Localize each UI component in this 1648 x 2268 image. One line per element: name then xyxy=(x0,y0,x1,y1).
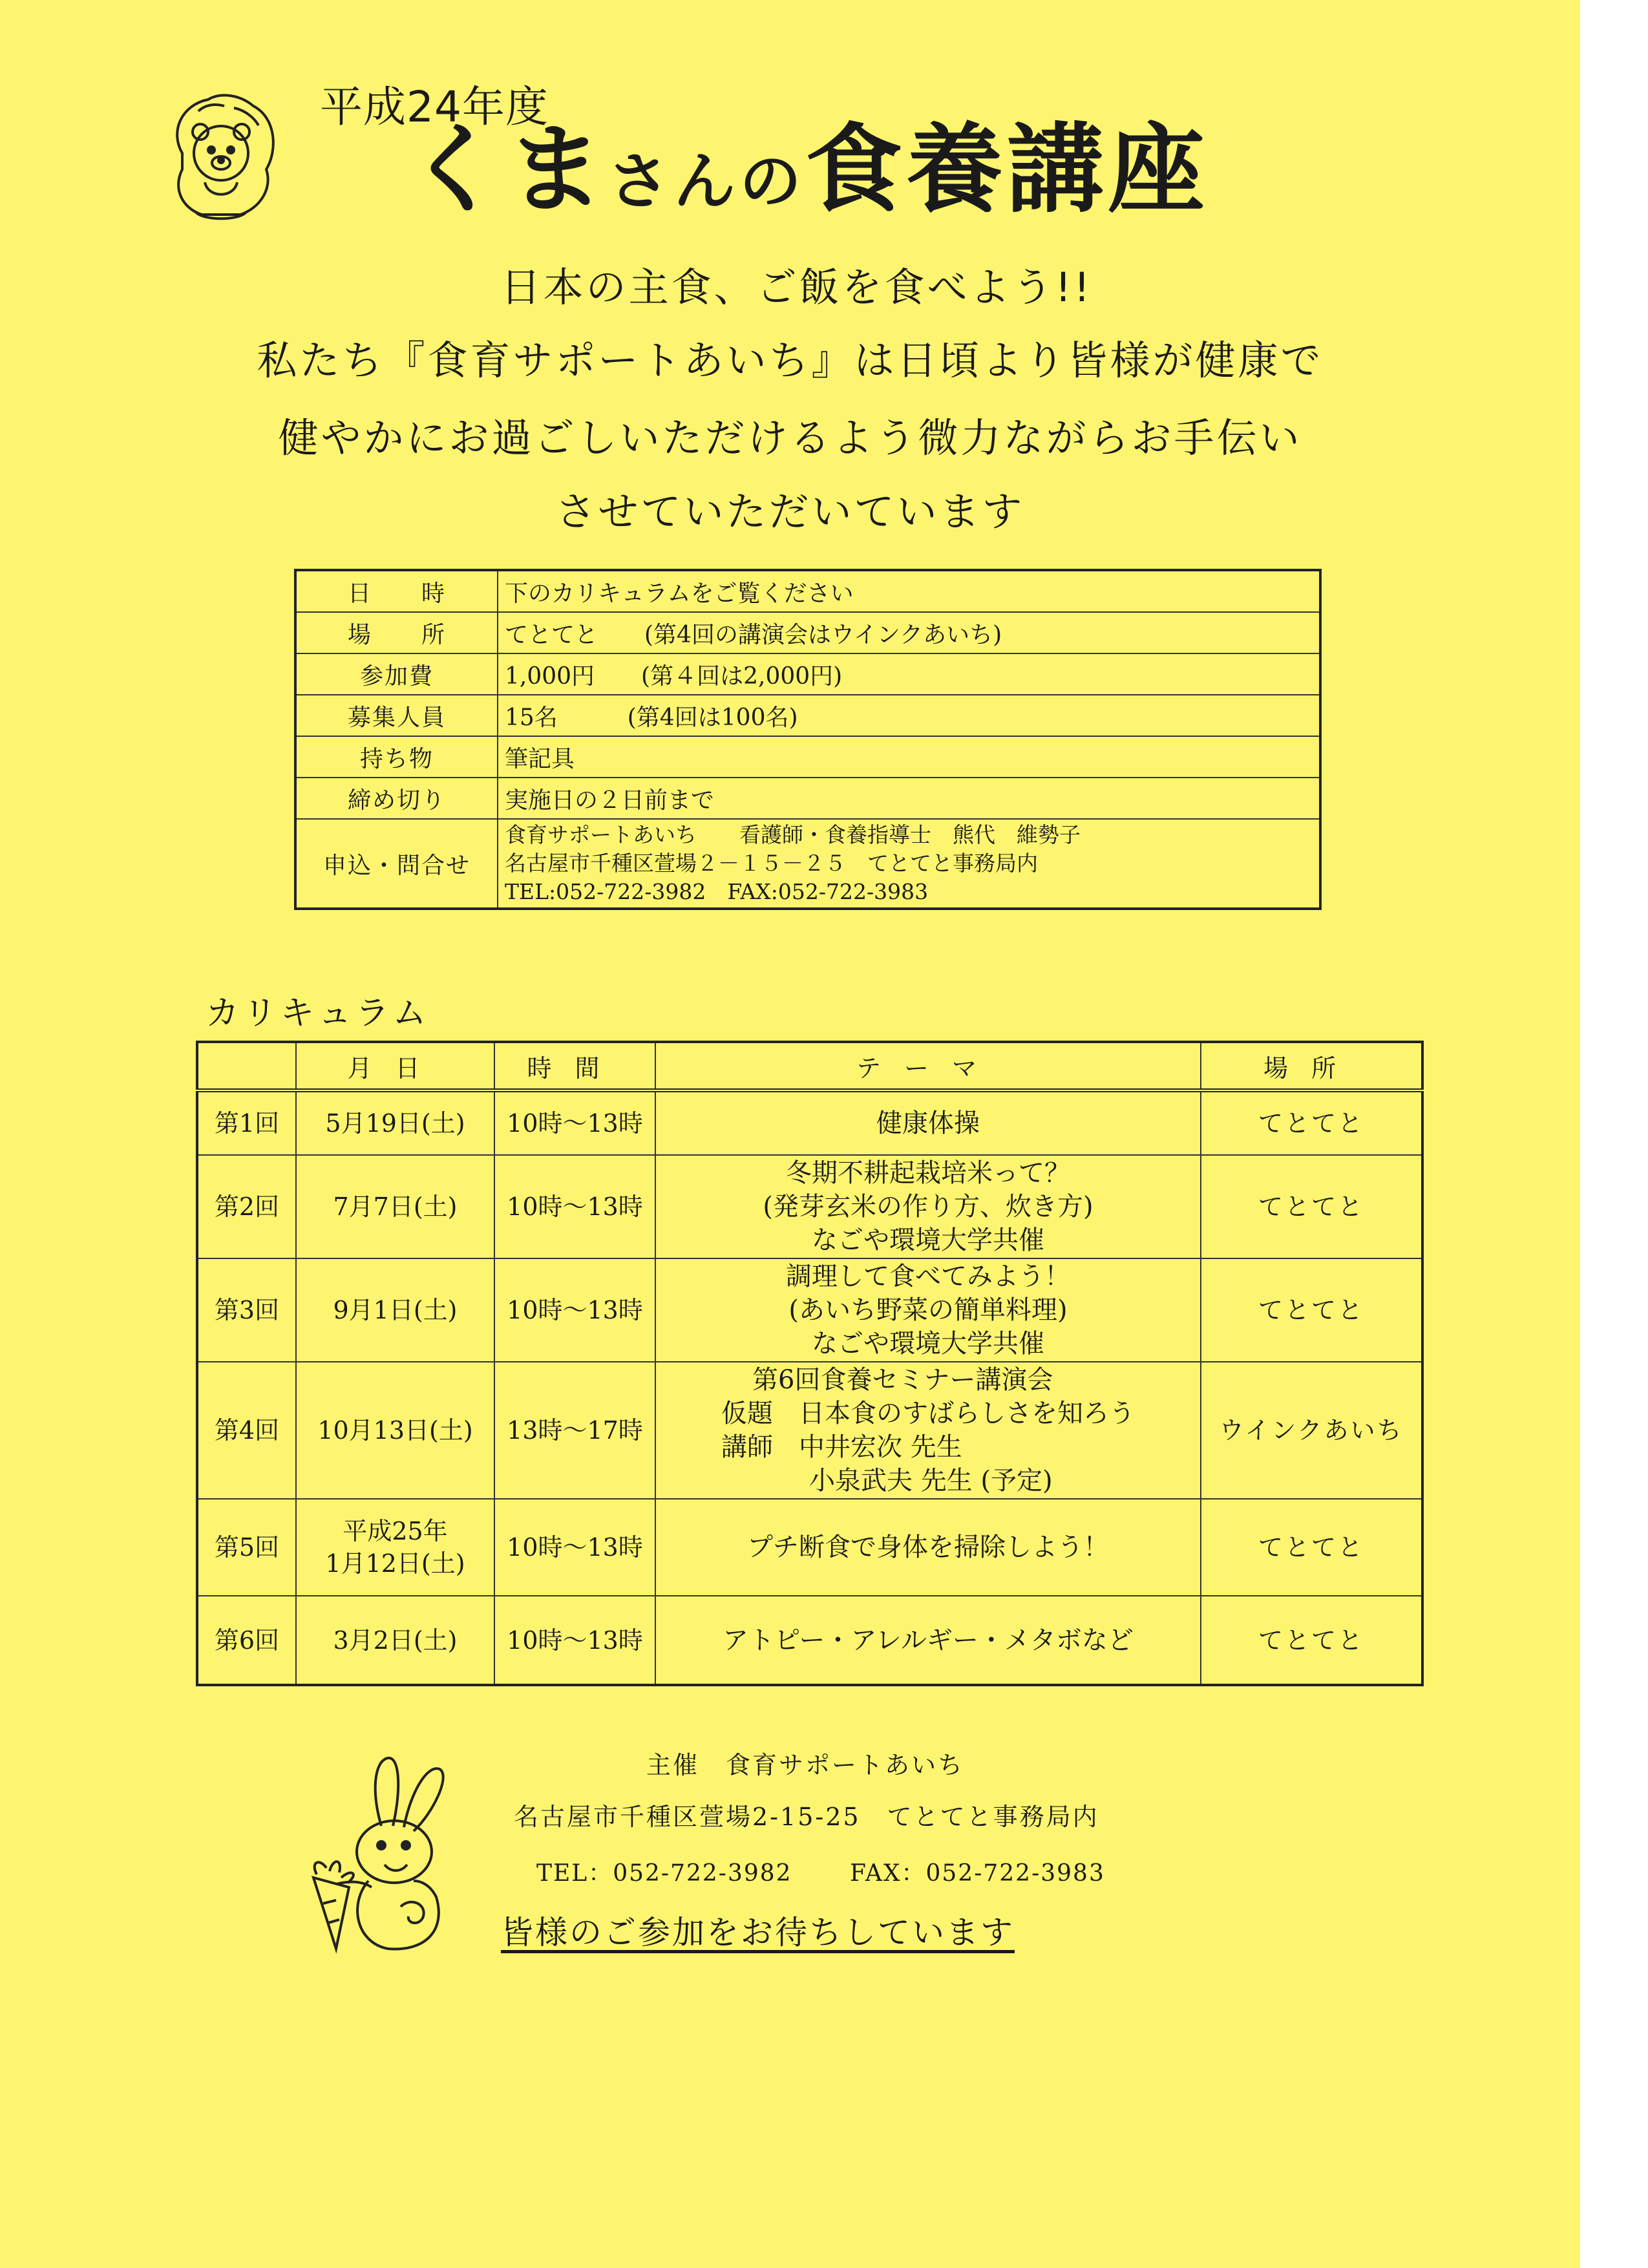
session-time: 13時～17時 xyxy=(494,1362,655,1499)
session-number: 第1回 xyxy=(197,1090,296,1155)
session-date: 10月13日(土) xyxy=(296,1362,494,1499)
session-place: てとてと xyxy=(1201,1155,1422,1258)
theme-line: 仮題 日本食のすばらしさを知ろう xyxy=(721,1399,1135,1428)
curriculum-header-row xyxy=(197,1042,1422,1090)
session-theme: アトピー・アレルギー・メタボなど xyxy=(655,1596,1201,1685)
session-time: 10時～13時 xyxy=(494,1499,655,1596)
table-row xyxy=(197,1155,1422,1258)
info-row-contact xyxy=(295,819,1320,909)
info-label: 日 時 xyxy=(295,570,498,612)
curriculum-table xyxy=(196,1041,1424,1686)
theme-line: なごや環境大学共催 xyxy=(812,1329,1044,1359)
theme-block xyxy=(721,1363,1135,1498)
session-place: てとてと xyxy=(1201,1499,1422,1596)
theme-line: 冬期不耕起栽培米って？ xyxy=(786,1158,1070,1188)
info-value: 15名 (第4回は100名) xyxy=(498,695,1320,736)
info-row-fee xyxy=(295,653,1320,695)
session-time: 10時～13時 xyxy=(494,1090,655,1155)
table-row xyxy=(197,1596,1422,1685)
session-place: てとてと xyxy=(1201,1596,1422,1685)
footer-fax: FAX：052-722-3983 xyxy=(850,1860,1105,1887)
theme-line: 第6回食養セミナー講演会 xyxy=(752,1365,1053,1395)
theme-line: 小泉武夫 先生 (予定) xyxy=(809,1466,1053,1496)
contact-value xyxy=(498,819,1320,909)
info-row-datetime xyxy=(295,570,1320,612)
footer-address: 名古屋市千種区萱場2-15-25 てとてと事務局内 xyxy=(514,1803,1099,1831)
info-value: 下のカリキュラムをご覧ください xyxy=(498,570,1320,612)
title-part-sanno: さんの xyxy=(607,145,806,218)
rabbit-carrot-icon xyxy=(297,1755,465,1962)
session-time: 10時～13時 xyxy=(494,1596,655,1685)
intro-line-2: 私たち『食育サポートあいち』は日頃より皆様が健康で xyxy=(257,337,1324,384)
session-place: ウインクあいち xyxy=(1201,1362,1422,1499)
theme-line: (発芽玄米の作り方、炊き方) xyxy=(763,1192,1093,1222)
info-label: 場 所 xyxy=(295,612,498,653)
column-header-theme: テーマ xyxy=(655,1042,1201,1090)
info-value: てとてと (第4回の講演会はウインクあいち) xyxy=(498,612,1320,653)
session-date-year: 平成25年 xyxy=(343,1517,448,1545)
session-number: 第2回 xyxy=(197,1155,296,1258)
contact-line-2: 名古屋市千種区萱場２－１５－２５ てとてと事務局内 xyxy=(505,851,1038,876)
table-row xyxy=(197,1362,1422,1499)
info-label: 持ち物 xyxy=(295,736,498,778)
session-date: 3月2日(土) xyxy=(296,1596,494,1685)
session-time: 10時～13時 xyxy=(494,1155,655,1258)
session-theme xyxy=(655,1258,1201,1362)
event-info-table xyxy=(294,569,1322,910)
intro-line-1: 日本の主食、ご飯を食べよう!! xyxy=(500,264,1093,311)
footer-organizer: 主催 食育サポートあいち xyxy=(646,1751,965,1779)
info-label: 参加費 xyxy=(295,653,498,695)
session-theme xyxy=(655,1362,1201,1499)
info-label: 募集人員 xyxy=(295,695,498,736)
column-header-number xyxy=(197,1042,296,1090)
session-theme: 健康体操 xyxy=(655,1090,1201,1155)
contact-line-1: 食育サポートあいち 看護師・食養指導士 熊代 維勢子 xyxy=(505,822,1081,847)
theme-line: 調理して食べてみよう！ xyxy=(786,1262,1070,1291)
table-row xyxy=(197,1499,1422,1596)
session-number: 第5回 xyxy=(197,1499,296,1596)
footer-closing-message: 皆様のご参加をお待ちしています xyxy=(501,1914,1015,1951)
title-part-kuma: くま xyxy=(406,114,608,226)
session-date: 9月1日(土) xyxy=(296,1258,494,1362)
column-header-time: 時間 xyxy=(494,1042,655,1090)
info-row-belongings xyxy=(295,736,1320,778)
info-label: 締め切り xyxy=(295,778,498,819)
contact-line-3: TEL:052-722-3982 FAX:052-722-3983 xyxy=(505,879,929,904)
table-row xyxy=(197,1090,1422,1155)
session-date-day: 1月12日(土) xyxy=(325,1549,465,1578)
table-row xyxy=(197,1258,1422,1362)
session-time: 10時～13時 xyxy=(494,1258,655,1362)
info-label: 申込・問合せ xyxy=(295,819,498,909)
info-value: 筆記具 xyxy=(498,736,1320,778)
session-date: 7月7日(土) xyxy=(296,1155,494,1258)
session-theme xyxy=(655,1155,1201,1258)
session-theme: プチ断食で身体を掃除しよう！ xyxy=(655,1499,1201,1596)
title-part-shokuyo: 食養講座 xyxy=(805,114,1209,226)
session-date xyxy=(296,1499,494,1596)
fiscal-year-label: 平成24年度 xyxy=(320,82,549,132)
session-place: てとてと xyxy=(1201,1258,1422,1362)
session-number: 第4回 xyxy=(197,1362,296,1499)
info-row-deadline xyxy=(295,778,1320,819)
session-number: 第3回 xyxy=(197,1258,296,1362)
page-title xyxy=(406,114,1209,226)
session-number: 第6回 xyxy=(197,1596,296,1685)
theme-line: 講師 中井宏次 先生 xyxy=(721,1432,962,1462)
info-value: 実施日の２日前まで xyxy=(498,778,1320,819)
bear-logo-icon xyxy=(163,92,279,231)
session-place: てとてと xyxy=(1201,1090,1422,1155)
intro-line-4: させていただいています xyxy=(555,488,1025,535)
intro-line-3: 健やかにお過ごしいただけるよう微力ながらお手伝い xyxy=(278,414,1302,461)
info-row-capacity xyxy=(295,695,1320,736)
info-row-place xyxy=(295,612,1320,653)
theme-line: (あいち野菜の簡単料理) xyxy=(788,1295,1068,1325)
curriculum-heading: カリキュラム xyxy=(206,994,430,1033)
column-header-place: 場所 xyxy=(1201,1042,1422,1090)
theme-line: なごや環境大学共催 xyxy=(812,1225,1044,1255)
column-header-date: 月日 xyxy=(296,1042,494,1090)
info-value: 1,000円 (第４回は2,000円) xyxy=(498,653,1320,695)
footer-tel: TEL：052-722-3982 xyxy=(536,1860,792,1887)
session-date: 5月19日(土) xyxy=(296,1090,494,1155)
